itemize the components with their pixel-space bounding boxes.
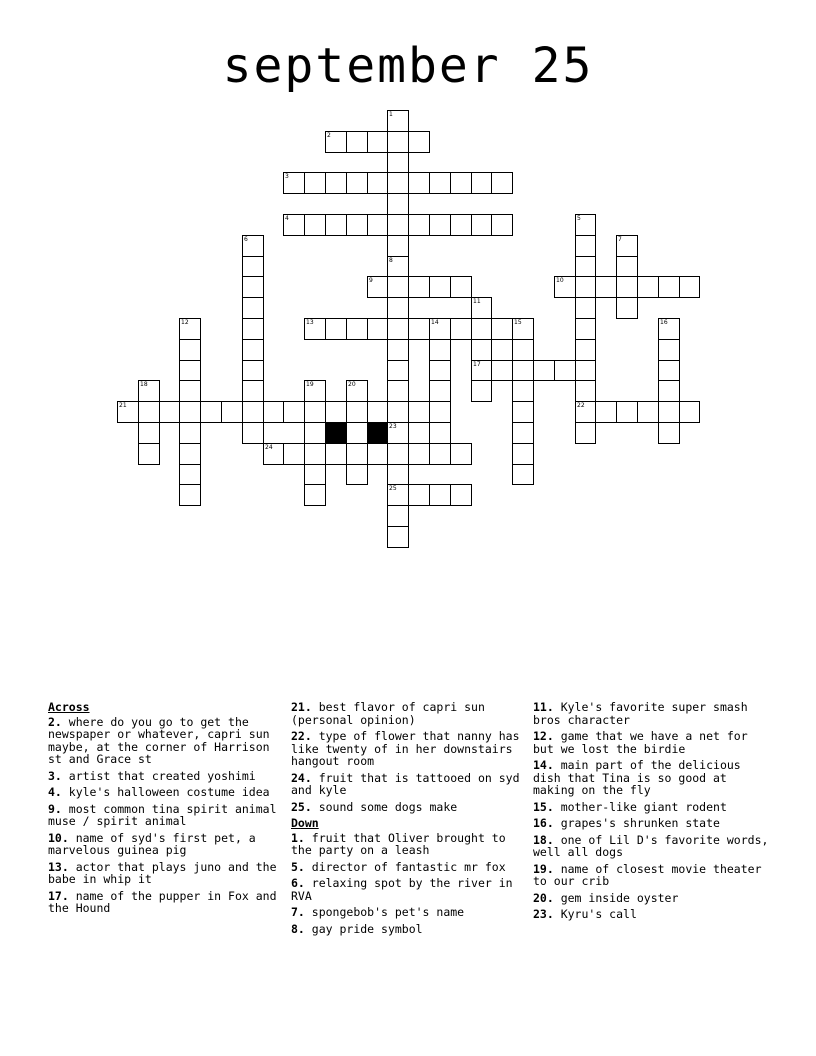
grid-cell[interactable] bbox=[304, 464, 326, 485]
grid-cell[interactable] bbox=[283, 401, 305, 423]
grid-cell[interactable] bbox=[471, 318, 492, 340]
grid-cell[interactable] bbox=[471, 172, 492, 194]
grid-cell[interactable] bbox=[429, 443, 451, 465]
grid-cell[interactable] bbox=[575, 318, 596, 340]
grid-cell[interactable] bbox=[637, 276, 659, 298]
grid-cell[interactable] bbox=[304, 422, 326, 444]
clue-num: 21. bbox=[291, 700, 312, 714]
grid-cell[interactable] bbox=[346, 464, 368, 485]
grid-cell[interactable] bbox=[179, 422, 201, 444]
clue-text: name of closest movie theater to our crib bbox=[533, 861, 762, 888]
clue-item bbox=[48, 770, 284, 783]
grid-cell[interactable] bbox=[679, 401, 700, 423]
grid-cell[interactable] bbox=[450, 214, 472, 236]
clue-item bbox=[533, 908, 769, 921]
clue-num: 1. bbox=[291, 830, 305, 845]
clue-num: 18. bbox=[533, 832, 554, 847]
clue-number: 1 bbox=[389, 111, 393, 118]
grid-cell[interactable] bbox=[367, 276, 388, 298]
clue-text: game that we have a net for but we lost the birdie bbox=[533, 729, 748, 756]
clue-item bbox=[291, 701, 527, 726]
grid-cell[interactable] bbox=[408, 276, 430, 298]
clue-number: 23 bbox=[389, 423, 397, 430]
clue-number: 13 bbox=[306, 319, 314, 326]
grid-cell[interactable] bbox=[658, 401, 680, 423]
grid-cell[interactable] bbox=[387, 464, 409, 485]
grid-cell[interactable] bbox=[491, 172, 513, 194]
grid-cell[interactable] bbox=[138, 401, 160, 423]
grid-cell[interactable] bbox=[242, 401, 264, 423]
grid-cell[interactable] bbox=[533, 360, 555, 381]
grid-cell[interactable] bbox=[429, 380, 451, 402]
grid-cell[interactable] bbox=[387, 380, 409, 402]
grid-cell[interactable] bbox=[575, 214, 596, 236]
black-square bbox=[325, 422, 347, 444]
clue-text: director of fantastic mr fox bbox=[304, 859, 506, 874]
down-header: Down bbox=[291, 816, 319, 830]
grid-cell[interactable] bbox=[367, 172, 388, 194]
grid-cell[interactable] bbox=[450, 484, 472, 506]
clue-text: type of flower that nanny has like twenty of in her downstairs hangout room bbox=[291, 729, 520, 768]
grid-cell[interactable] bbox=[512, 464, 534, 485]
clue-item bbox=[291, 906, 527, 919]
grid-cell[interactable] bbox=[429, 214, 451, 236]
clue-text: gem inside oyster bbox=[553, 890, 679, 905]
clue-text: mother-like giant rodent bbox=[553, 799, 727, 814]
clue-item bbox=[533, 863, 769, 888]
grid-cell[interactable] bbox=[491, 360, 513, 381]
grid-cell[interactable] bbox=[512, 401, 534, 423]
grid-cell[interactable] bbox=[179, 360, 201, 381]
grid-cell[interactable] bbox=[242, 235, 264, 257]
grid-cell[interactable] bbox=[242, 422, 264, 444]
grid-cell[interactable] bbox=[658, 318, 680, 340]
clue-num: 22. bbox=[291, 729, 312, 743]
clue-column-2 bbox=[291, 701, 527, 939]
grid-cell[interactable] bbox=[408, 172, 430, 194]
grid-cell[interactable] bbox=[575, 380, 596, 402]
grid-cell[interactable] bbox=[595, 276, 617, 298]
grid-cell[interactable] bbox=[387, 401, 409, 423]
grid-cell[interactable] bbox=[429, 360, 451, 381]
grid-cell[interactable] bbox=[242, 276, 264, 298]
grid-cell[interactable] bbox=[575, 360, 596, 381]
grid-cell[interactable] bbox=[408, 443, 430, 465]
clue-number: 7 bbox=[618, 236, 622, 243]
clue-num: 12. bbox=[533, 729, 554, 743]
clue-num: 24. bbox=[291, 770, 312, 785]
clue-item bbox=[291, 877, 527, 902]
clue-number: 12 bbox=[181, 319, 189, 326]
clue-number: 8 bbox=[389, 257, 393, 264]
grid-cell[interactable] bbox=[179, 443, 201, 465]
clue-num: 9. bbox=[48, 801, 62, 816]
grid-cell[interactable] bbox=[450, 318, 472, 340]
clue-num: 3. bbox=[48, 768, 62, 783]
grid-cell[interactable] bbox=[367, 443, 388, 465]
grid-cell[interactable] bbox=[367, 214, 388, 236]
clue-num: 19. bbox=[533, 861, 554, 876]
clue-number: 5 bbox=[577, 215, 581, 222]
clue-item bbox=[533, 801, 769, 814]
grid-cell[interactable] bbox=[429, 401, 451, 423]
grid-cell[interactable] bbox=[387, 360, 409, 381]
clue-item bbox=[48, 803, 284, 828]
grid-cell[interactable] bbox=[616, 297, 638, 319]
grid-cell[interactable] bbox=[637, 401, 659, 423]
clue-number: 20 bbox=[348, 381, 356, 388]
grid-cell[interactable] bbox=[346, 422, 368, 444]
clue-text: relaxing spot by the river in RVA bbox=[291, 876, 513, 903]
clue-text: one of Lil D's favorite words, well all dogs bbox=[533, 832, 769, 859]
clue-number: 16 bbox=[660, 319, 668, 326]
clue-text: spongebob's pet's name bbox=[304, 905, 465, 919]
grid-cell[interactable] bbox=[512, 380, 534, 402]
grid-cell[interactable] bbox=[387, 235, 409, 257]
grid-cell[interactable] bbox=[429, 339, 451, 361]
grid-cell[interactable] bbox=[367, 131, 388, 153]
grid-cell[interactable] bbox=[471, 360, 492, 381]
grid-cell[interactable] bbox=[387, 214, 409, 236]
grid-cell[interactable] bbox=[387, 110, 409, 132]
clue-item bbox=[48, 716, 284, 766]
grid-cell[interactable] bbox=[346, 380, 368, 402]
grid-cell[interactable] bbox=[387, 152, 409, 173]
clue-item bbox=[533, 817, 769, 830]
clue-number: 15 bbox=[514, 319, 522, 326]
grid-cell[interactable] bbox=[471, 297, 492, 319]
grid-cell[interactable] bbox=[575, 422, 596, 444]
grid-cell[interactable] bbox=[179, 464, 201, 485]
grid-cell[interactable] bbox=[387, 131, 409, 153]
grid-cell[interactable] bbox=[512, 422, 534, 444]
clue-num: 25. bbox=[291, 799, 312, 814]
grid-cell[interactable] bbox=[471, 339, 492, 361]
grid-cell[interactable] bbox=[179, 318, 201, 340]
grid-cell[interactable] bbox=[429, 276, 451, 298]
clue-number: 25 bbox=[389, 485, 397, 492]
grid-cell[interactable] bbox=[346, 172, 368, 194]
grid-cell[interactable] bbox=[658, 276, 680, 298]
clue-item bbox=[291, 772, 527, 797]
grid-cell[interactable] bbox=[367, 318, 388, 340]
grid-cell[interactable] bbox=[367, 401, 388, 423]
grid-cell[interactable] bbox=[159, 401, 180, 423]
clue-text: kyle's halloween costume idea bbox=[61, 785, 270, 799]
grid-cell[interactable] bbox=[616, 401, 638, 423]
grid-cell[interactable] bbox=[575, 339, 596, 361]
grid-cell[interactable] bbox=[387, 193, 409, 215]
grid-cell[interactable] bbox=[283, 214, 305, 236]
grid-cell[interactable] bbox=[346, 131, 368, 153]
grid-cell[interactable] bbox=[408, 131, 430, 153]
grid-cell[interactable] bbox=[408, 484, 430, 506]
grid-cell[interactable] bbox=[575, 297, 596, 319]
across-header: Across bbox=[48, 700, 90, 714]
clue-item bbox=[291, 801, 527, 814]
clue-num: 11. bbox=[533, 700, 554, 714]
clue-item bbox=[48, 861, 284, 886]
clue-num: 10. bbox=[48, 830, 69, 845]
clue-item bbox=[291, 861, 527, 874]
clue-number: 3 bbox=[285, 173, 289, 180]
clue-num: 13. bbox=[48, 859, 69, 874]
clue-num: 23. bbox=[533, 907, 554, 921]
clue-num: 14. bbox=[533, 758, 554, 772]
grid-cell[interactable] bbox=[346, 318, 368, 340]
clue-text: grapes's shrunken state bbox=[553, 816, 720, 830]
clue-number: 10 bbox=[556, 277, 564, 284]
clue-text: fruit that Oliver brought to the party on a leash bbox=[291, 830, 506, 857]
clue-text: Kyle's favorite super smash bros character bbox=[533, 700, 748, 727]
clue-item bbox=[291, 730, 527, 768]
clue-number: 9 bbox=[369, 277, 373, 284]
grid-cell[interactable] bbox=[346, 401, 368, 423]
grid-cell[interactable] bbox=[200, 401, 222, 423]
clue-text: fruit that is tattooed on syd and kyle bbox=[291, 770, 520, 797]
grid-cell[interactable] bbox=[387, 172, 409, 194]
grid-cell[interactable] bbox=[575, 401, 596, 423]
clue-column-1 bbox=[48, 701, 284, 919]
clue-item bbox=[533, 892, 769, 905]
clue-number: 14 bbox=[431, 319, 439, 326]
clue-number: 24 bbox=[265, 444, 273, 451]
clue-number: 19 bbox=[306, 381, 314, 388]
grid-cell[interactable] bbox=[512, 318, 534, 340]
grid-cell[interactable] bbox=[263, 401, 284, 423]
clue-item bbox=[291, 832, 527, 857]
clue-number: 22 bbox=[577, 402, 585, 409]
grid-cell[interactable] bbox=[554, 276, 576, 298]
grid-cell[interactable] bbox=[242, 360, 264, 381]
grid-cell[interactable] bbox=[429, 484, 451, 506]
clue-column-3 bbox=[533, 701, 769, 925]
grid-cell[interactable] bbox=[242, 380, 264, 402]
grid-cell[interactable] bbox=[554, 360, 576, 381]
grid-cell[interactable] bbox=[658, 422, 680, 444]
grid-cell[interactable] bbox=[575, 276, 596, 298]
clue-num: 16. bbox=[533, 816, 554, 830]
grid-cell[interactable] bbox=[179, 339, 201, 361]
grid-cell[interactable] bbox=[491, 318, 513, 340]
grid-cell[interactable] bbox=[325, 214, 347, 236]
clue-num: 20. bbox=[533, 890, 554, 905]
grid-cell[interactable] bbox=[658, 380, 680, 402]
grid-cell[interactable] bbox=[471, 214, 492, 236]
clue-text: actor that plays juno and the babe in whip it bbox=[48, 859, 277, 886]
clue-text: where do you go to get the newspaper or whatever, capri sun maybe, at the corner of Harrison st and Grace st bbox=[48, 714, 270, 766]
grid-cell[interactable] bbox=[304, 401, 326, 423]
clue-text: artist that created yoshimi bbox=[61, 768, 256, 783]
grid-cell[interactable] bbox=[325, 131, 347, 153]
grid-cell[interactable] bbox=[221, 401, 243, 423]
grid-cell[interactable] bbox=[429, 422, 451, 444]
grid-cell[interactable] bbox=[387, 256, 409, 277]
clue-item bbox=[533, 730, 769, 755]
grid-cell[interactable] bbox=[138, 380, 160, 402]
clue-num: 6. bbox=[291, 876, 305, 890]
black-square bbox=[367, 422, 388, 444]
clue-item bbox=[533, 834, 769, 859]
grid-cell[interactable] bbox=[429, 318, 451, 340]
grid-cell[interactable] bbox=[387, 443, 409, 465]
grid-cell[interactable] bbox=[346, 443, 368, 465]
clue-item bbox=[48, 786, 284, 799]
grid-cell[interactable] bbox=[450, 172, 472, 194]
grid-cell[interactable] bbox=[512, 443, 534, 465]
grid-cell[interactable] bbox=[658, 360, 680, 381]
grid-cell[interactable] bbox=[283, 443, 305, 465]
grid-cell[interactable] bbox=[408, 401, 430, 423]
grid-cell[interactable] bbox=[575, 256, 596, 277]
clue-text: name of syd's first pet, a marvelous guinea pig bbox=[48, 830, 256, 857]
grid-cell[interactable] bbox=[679, 276, 700, 298]
grid-cell[interactable] bbox=[387, 484, 409, 506]
clue-number: 6 bbox=[244, 236, 248, 243]
grid-cell[interactable] bbox=[304, 380, 326, 402]
grid-cell[interactable] bbox=[491, 214, 513, 236]
grid-cell[interactable] bbox=[658, 339, 680, 361]
grid-cell[interactable] bbox=[429, 172, 451, 194]
grid-cell[interactable] bbox=[179, 401, 201, 423]
grid-cell[interactable] bbox=[179, 484, 201, 506]
clue-item bbox=[48, 832, 284, 857]
clue-number: 2 bbox=[327, 132, 331, 139]
grid-cell[interactable] bbox=[471, 380, 492, 402]
grid-cell[interactable] bbox=[512, 339, 534, 361]
clue-text: Kyru's call bbox=[553, 907, 637, 921]
clue-text: gay pride symbol bbox=[304, 921, 423, 936]
clue-item bbox=[48, 890, 284, 915]
grid-cell[interactable] bbox=[346, 214, 368, 236]
grid-cell[interactable] bbox=[595, 401, 617, 423]
clue-num: 17. bbox=[48, 888, 69, 903]
clue-num: 2. bbox=[48, 714, 62, 729]
grid-cell[interactable] bbox=[138, 422, 160, 444]
grid-cell[interactable] bbox=[304, 318, 326, 340]
clue-num: 4. bbox=[48, 785, 62, 799]
grid-cell[interactable] bbox=[387, 422, 409, 444]
clue-number: 21 bbox=[119, 402, 127, 409]
clue-num: 7. bbox=[291, 905, 305, 919]
grid-cell[interactable] bbox=[242, 297, 264, 319]
grid-cell[interactable] bbox=[304, 172, 326, 194]
grid-cell[interactable] bbox=[616, 256, 638, 277]
grid-cell[interactable] bbox=[138, 443, 160, 465]
clue-num: 15. bbox=[533, 799, 554, 814]
clue-text: most common tina spirit animal muse / spirit animal bbox=[48, 801, 277, 828]
grid-cell[interactable] bbox=[512, 360, 534, 381]
clue-num: 8. bbox=[291, 921, 305, 936]
clue-number: 11 bbox=[473, 298, 481, 305]
grid-cell[interactable] bbox=[242, 339, 264, 361]
grid-cell[interactable] bbox=[325, 318, 347, 340]
grid-cell[interactable] bbox=[117, 401, 139, 423]
grid-cell[interactable] bbox=[325, 172, 347, 194]
grid-cell[interactable] bbox=[325, 443, 347, 465]
grid-cell[interactable] bbox=[408, 318, 430, 340]
grid-cell[interactable] bbox=[387, 276, 409, 298]
clue-text: sound some dogs make bbox=[311, 799, 458, 814]
clue-number: 4 bbox=[285, 215, 289, 222]
grid-cell[interactable] bbox=[616, 276, 638, 298]
grid-cell[interactable] bbox=[304, 484, 326, 506]
grid-cell[interactable] bbox=[387, 505, 409, 527]
grid-cell[interactable] bbox=[450, 443, 472, 465]
grid-cell[interactable] bbox=[304, 443, 326, 465]
grid-cell[interactable] bbox=[242, 318, 264, 340]
grid-cell[interactable] bbox=[304, 214, 326, 236]
clue-item bbox=[291, 923, 527, 936]
grid-cell[interactable] bbox=[283, 172, 305, 194]
grid-cell[interactable] bbox=[179, 380, 201, 402]
grid-cell[interactable] bbox=[263, 443, 284, 465]
clue-num: 5. bbox=[291, 859, 305, 874]
clue-number: 17 bbox=[473, 361, 481, 368]
grid-cell[interactable] bbox=[387, 526, 409, 548]
clue-text: main part of the delicious dish that Tina is so good at making on the fly bbox=[533, 758, 741, 797]
grid-cell[interactable] bbox=[408, 214, 430, 236]
page-title: september 25 bbox=[222, 38, 594, 94]
clue-text: name of the pupper in Fox and the Hound bbox=[48, 888, 277, 915]
clue-item bbox=[533, 759, 769, 797]
clue-text: best flavor of capri sun (personal opinion) bbox=[291, 700, 485, 727]
grid-cell[interactable] bbox=[387, 318, 409, 340]
grid-cell[interactable] bbox=[387, 297, 409, 319]
grid-cell[interactable] bbox=[575, 235, 596, 257]
grid-cell[interactable] bbox=[325, 401, 347, 423]
grid-cell[interactable] bbox=[387, 339, 409, 361]
clue-number: 18 bbox=[140, 381, 148, 388]
grid-cell[interactable] bbox=[242, 256, 264, 277]
grid-cell[interactable] bbox=[616, 235, 638, 257]
grid-cell[interactable] bbox=[450, 276, 472, 298]
clue-item bbox=[533, 701, 769, 726]
